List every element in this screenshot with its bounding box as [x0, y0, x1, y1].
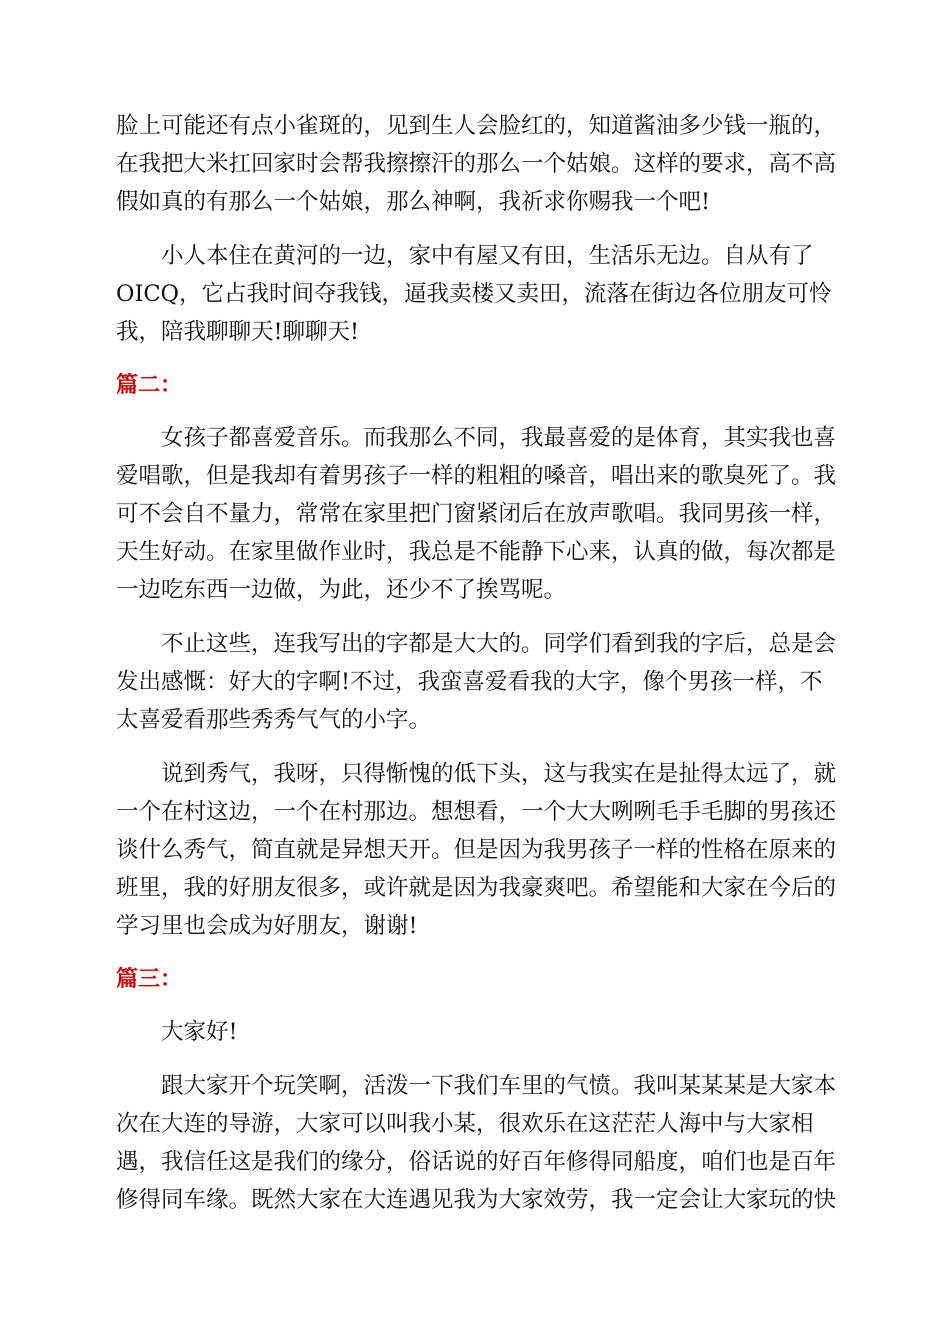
paragraph [116, 419, 837, 609]
text-line: 谈什么秀气，简直就是异想天开。但是因为我男孩子一样的性格在原来的 [116, 837, 837, 863]
text-line: 太喜爱看那些秀秀气气的小字。 [116, 707, 432, 733]
text-line: 在我把大米扛回家时会帮我擦擦汗的那么一个姑娘。这样的要求，高不高 [116, 151, 837, 177]
text-line: 爱唱歌，但是我却有着男孩子一样的粗粗的嗓音，唱出来的歌臭死了。我 [116, 463, 837, 489]
paragraph [116, 1013, 834, 1051]
text-line: 说到秀气，我呀，只得惭愧的低下头，这与我实在是扯得太远了，就 [161, 761, 837, 787]
text-line: 大家好! [161, 1019, 238, 1045]
paragraph [116, 107, 837, 221]
text-line: 遇，我信任这是我们的缘分，俗话说的好百年修得同船度，咱们也是百年 [116, 1149, 837, 1175]
text-line: 一边吃东西一边做，为此，还少不了挨骂呢。 [116, 577, 567, 603]
text-line: 我，陪我聊聊天!聊聊天! [116, 319, 360, 345]
text-line: 学习里也会成为好朋友，谢谢! [116, 913, 418, 939]
paragraph [116, 237, 834, 351]
text-line: 次在大连的导游，大家可以叫我小某，很欢乐在这茫茫人海中与大家相 [116, 1111, 814, 1137]
text-line: 班里，我的好朋友很多，或许就是因为我豪爽吧。希望能和大家在今后的 [116, 875, 837, 901]
section-heading: 篇二： [116, 373, 183, 398]
paragraph [116, 1067, 837, 1219]
text-line: 跟大家开个玩笑啊，活泼一下我们车里的气愤。我叫某某某是大家本 [161, 1073, 837, 1099]
text-line: 可不会自不量力，常常在家里把门窗紧闭后在放声歌唱。我同男孩一样， [116, 501, 837, 527]
text-line: 脸上可能还有点小雀斑的，见到生人会脸红的，知道酱油多少钱一瓶的， [116, 113, 837, 139]
text-line: 发出感慨：好大的字啊!不过，我蛮喜爱看我的大字，像个男孩一样，不 [116, 669, 823, 695]
text-line: 天生好动。在家里做作业时，我总是不能静下心来，认真的做，每次都是 [116, 539, 837, 565]
text-line: 不止这些，连我写出的字都是大大的。同学们看到我的字后，总是会 [161, 631, 837, 657]
paragraph [116, 755, 837, 945]
text-line: 假如真的有那么一个姑娘，那么神啊，我祈求你赐我一个吧! [116, 189, 711, 215]
text-line: 小人本住在黄河的一边，家中有屋又有田，生活乐无边。自从有了 [161, 243, 814, 269]
text-line: 一个在村这边，一个在村那边。想想看，一个大大咧咧毛手毛脚的男孩还 [116, 799, 837, 825]
document-body [116, 107, 837, 1219]
section-heading: 篇三： [116, 967, 183, 992]
text-line: OICQ，它占我时间夺我钱，逼我卖楼又卖田，流落在街边各位朋友可怜 [116, 281, 832, 307]
text-line: 修得同车缘。既然大家在大连遇见我为大家效劳，我一定会让大家玩的快 [116, 1187, 837, 1213]
text-line: 女孩子都喜爱音乐。而我那么不同，我最喜爱的是体育，其实我也喜 [161, 425, 837, 451]
paragraph [116, 625, 837, 739]
